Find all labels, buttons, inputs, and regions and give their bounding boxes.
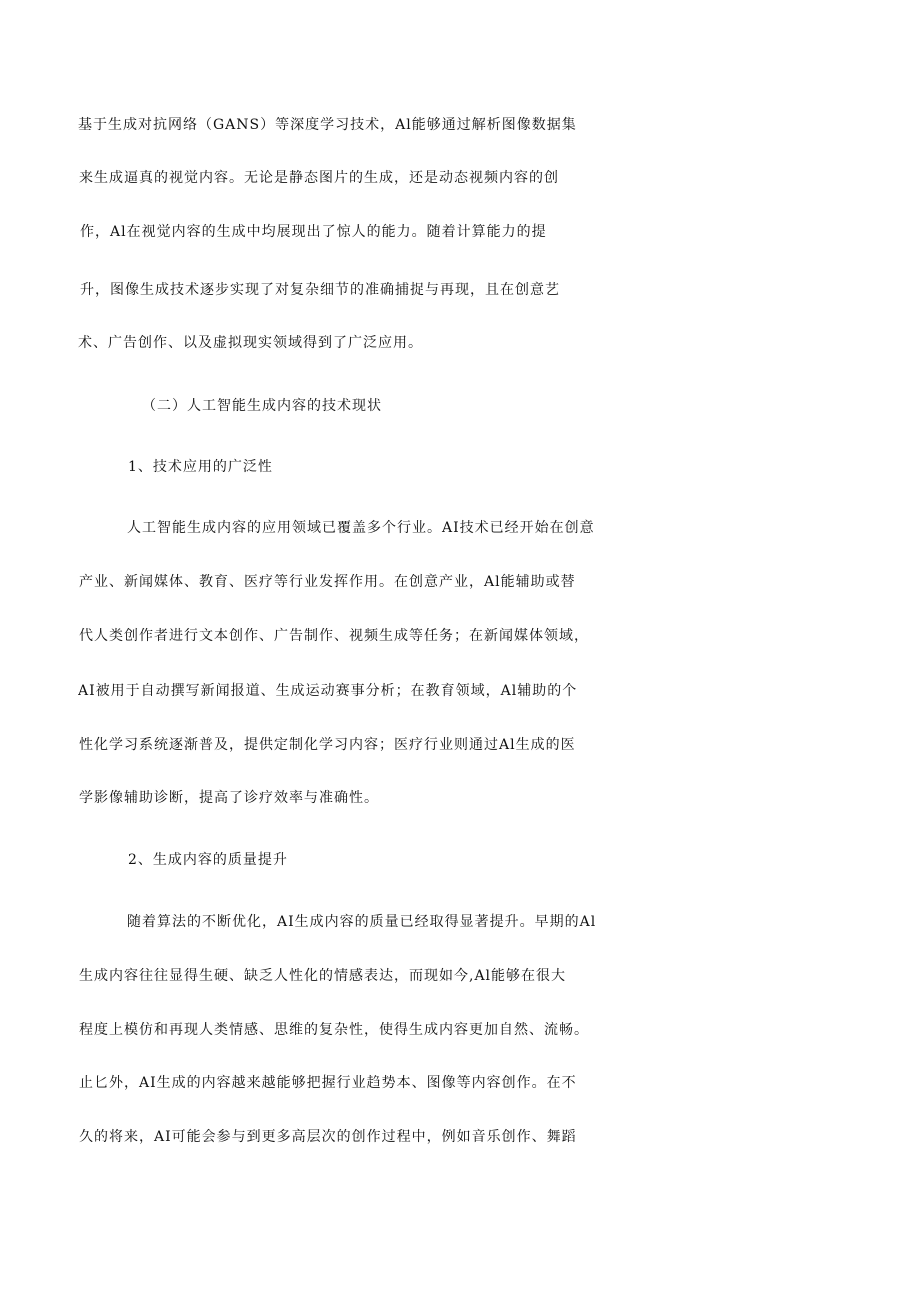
paragraph-2-line-2: 产业、新闻媒体、教育、医疗等行业发挥作用。在创意产业，Al能辅助或替: [79, 574, 576, 590]
paragraph-2-line-1: 人工智能生成内容的应用领域已覆盖多个行业。AI技术已经开始在创意: [127, 520, 595, 536]
paragraph-3-line-5: 久的将来，AI可能会参与到更多高层次的创作过程中，例如音乐创作、舞蹈: [79, 1129, 577, 1145]
paragraph-2-line-4: AI被用于自动撰写新闻报道、生成运动赛事分析；在教育领域，Al辅助的个: [78, 683, 578, 699]
subheading-2: 2、生成内容的质量提升: [128, 852, 288, 868]
paragraph-1-line-4: 升，图像生成技术逐步实现了对复杂细节的准确捕捉与再现，且在创意艺: [80, 282, 560, 298]
paragraph-3-line-2: 生成内容往往显得生硬、缺乏人性化的情感表达，而现如今,Al能够在很大: [79, 968, 567, 984]
subheading-1: 1、技术应用的广泛性: [128, 459, 273, 475]
paragraph-3-line-3: 程度上模仿和再现人类情感、思维的复杂性，使得生成内容更加自然、流畅。: [79, 1022, 589, 1038]
paragraph-2-line-5: 性化学习系统逐渐普及，提供定制化学习内容；医疗行业则通过Al生成的医: [79, 737, 576, 753]
section-heading: （二）人工智能生成内容的技术现状: [142, 398, 382, 414]
paragraph-1-line-5: 术、广告创作、以及虚拟现实领域得到了广泛应用。: [78, 335, 423, 351]
paragraph-1-line-3: 作，Al在视觉内容的生成中均展现出了惊人的能力。随着计算能力的提: [80, 224, 547, 240]
paragraph-3-line-4: 止匕外，AI生成的内容越来越能够把握行业趋势本、图像等内容创作。在不: [79, 1075, 577, 1091]
paragraph-1-line-1: 基于生成对抗网络（GANS）等深度学习技术，Al能够通过解析图像数据集: [78, 117, 577, 133]
paragraph-3-line-1: 随着算法的不断优化，AI生成内容的质量已经取得显著提升。早期的Al: [127, 914, 597, 930]
paragraph-2-line-6: 学影像辅助诊断，提高了诊疗效率与准确性。: [79, 790, 379, 806]
paragraph-1-line-2: 来生成逼真的视觉内容。无论是静态图片的生成，还是动态视频内容的创: [79, 170, 559, 186]
paragraph-2-line-3: 代人类创作者进行文本创作、广告制作、视频生成等任务；在新闻媒体领域，: [79, 628, 589, 644]
